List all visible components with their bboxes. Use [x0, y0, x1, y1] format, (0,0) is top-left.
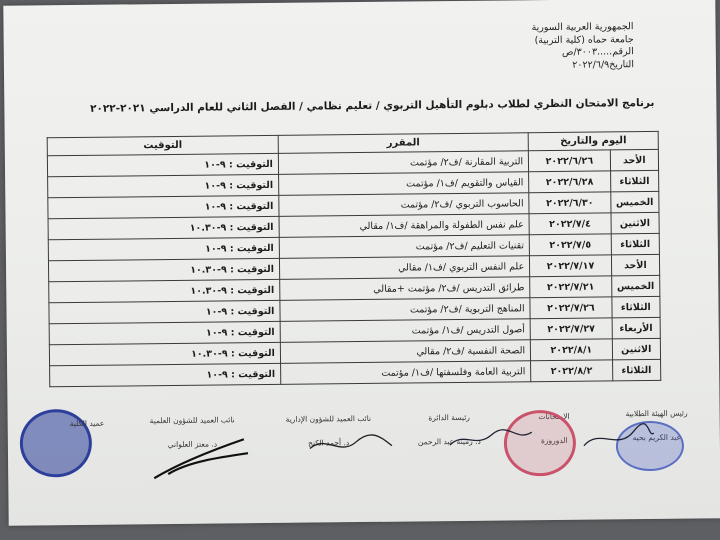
row-date: ٢٠٢٢/٧/٢٧: [530, 318, 612, 340]
row-course: علم نفس الطفولة والمراهقة /ف١/ مقالي: [279, 214, 529, 238]
header-time: التوقيت: [47, 135, 278, 155]
row-time: التوقيت : ٩-١٠.٣٠: [49, 342, 280, 365]
signature-dean: [70, 419, 105, 429]
row-date: ٢٠٢٢/٨/٢: [531, 360, 613, 382]
row-date: ٢٠٢٢/٧/١٧: [530, 255, 612, 277]
row-course: الصحة النفسية /ف٢/ مقالي: [280, 340, 530, 364]
row-date: ٢٠٢٢/٦/٢٦: [529, 150, 611, 172]
row-day: الاثنين: [612, 338, 661, 360]
row-date: ٢٠٢٢/٦/٣٠: [529, 192, 611, 214]
document-title: برنامج الامتحان النظري لطلاب دبلوم التأهيل التربوي / تعليم نظامي / الفصل الثاني للعام الدراسي ٢٠٢١-٢٠٢٢: [89, 96, 655, 115]
issue-date: التاريخ٢٠٢٢/٦/٩: [572, 58, 635, 71]
signature-name: د. أحمد الكنج: [308, 438, 350, 448]
row-date: ٢٠٢٢/٧/٢١: [530, 276, 612, 298]
signature-role: عميد الكلية: [69, 418, 105, 429]
signature-role: رئيس الهيئة الطلابية: [625, 408, 688, 419]
row-course: التربية العامة وفلسفتها /ف١/ مؤتمت: [280, 361, 530, 385]
row-time: التوقيت : ٩-١٠: [48, 174, 279, 197]
row-course: المناهج التربوية /ف٢/ مؤتمت: [280, 298, 530, 322]
row-time: التوقيت : ٩-١٠: [48, 195, 279, 218]
row-time: التوقيت : ٩-١٠: [49, 321, 280, 344]
row-course: التربية المقارنة /ف٢/ مؤتمت: [278, 151, 528, 175]
reference-number: الرقم.....٣٠٠٣/ص: [561, 46, 634, 58]
row-time: التوقيت : ٩-١٠: [50, 363, 281, 386]
row-time: التوقيت : ٩-١٠: [47, 153, 278, 176]
signature-role: الامتحانات: [538, 411, 570, 422]
signature-name: د. رمينة عبد الرحمن: [417, 436, 481, 447]
row-time: التوقيت : ٩-١٠.٣٠: [48, 258, 279, 281]
exam-schedule-table: [47, 131, 662, 387]
signature-block: [48, 409, 689, 516]
row-day: الأحد: [611, 254, 660, 276]
row-course: أصول التدريس /ف١/ مؤتمت: [280, 319, 530, 343]
row-date: ٢٠٢٢/٧/٥: [529, 234, 611, 256]
row-day: الخميس: [610, 191, 659, 213]
document-page: [3, 0, 720, 526]
republic-line: الجمهورية العربية السورية: [531, 21, 634, 34]
signature-role: رئيسة الدائرة: [428, 412, 470, 423]
row-time: التوقيت : ٩-١٠.٣٠: [49, 279, 280, 302]
row-date: ٢٠٢٢/٧/٢٦: [530, 297, 612, 319]
handwritten-signature-science: [148, 433, 259, 484]
row-time: التوقيت : ٩-١٠.٣٠: [48, 216, 279, 239]
row-date: ٢٠٢٢/٦/٢٨: [529, 171, 611, 193]
row-day: الأحد: [610, 149, 659, 171]
row-time: التوقيت : ٩-١٠: [48, 237, 279, 260]
header-course: المقرر: [278, 133, 528, 154]
letterhead: [531, 21, 634, 72]
signature-name: د. معتز العلواني: [167, 439, 218, 450]
row-course: القياس والتقويم /ف١/ مؤتمت: [278, 172, 528, 196]
row-date: ٢٠٢٢/٨/١: [530, 339, 612, 361]
signature-name: عبد الكريم بحيه: [632, 432, 682, 443]
row-course: علم النفس التربوي /ف١/ مقالي: [279, 256, 529, 280]
row-course: تقنيات التعليم /ف٢/ مؤتمت: [279, 235, 529, 259]
row-day: الثلاثاء: [612, 359, 661, 381]
signature-name: الدوروزة: [540, 435, 568, 446]
signature-role: نائب العميد للشؤون العلمية: [149, 415, 235, 426]
handwritten-signature-admin: [306, 430, 396, 461]
row-day: الثلاثاء: [610, 170, 659, 192]
university-line: جامعة حماه (كلية التربية): [534, 33, 634, 46]
row-day: الخميس: [611, 275, 660, 297]
row-day: الثلاثاء: [611, 233, 660, 255]
row-time: التوقيت : ٩-١٠: [49, 300, 280, 323]
row-date: ٢٠٢٢/٧/٤: [529, 213, 611, 235]
row-course: طرائق التدريس /ف٢/ مؤتمت +مقالي: [280, 277, 530, 301]
row-course: الحاسوب التربوي /ف٢/ مؤتمت: [279, 193, 529, 217]
row-day: الثلاثاء: [612, 296, 661, 318]
signature-role: نائب العميد للشؤون الإدارية: [285, 413, 372, 424]
header-day-date: اليوم والتاريخ: [528, 131, 658, 150]
handwritten-signature-supervisor: [578, 423, 658, 454]
row-day: الاثنين: [611, 212, 660, 234]
row-day: الأربعاء: [612, 317, 661, 339]
handwritten-signature-dept: [446, 424, 536, 455]
